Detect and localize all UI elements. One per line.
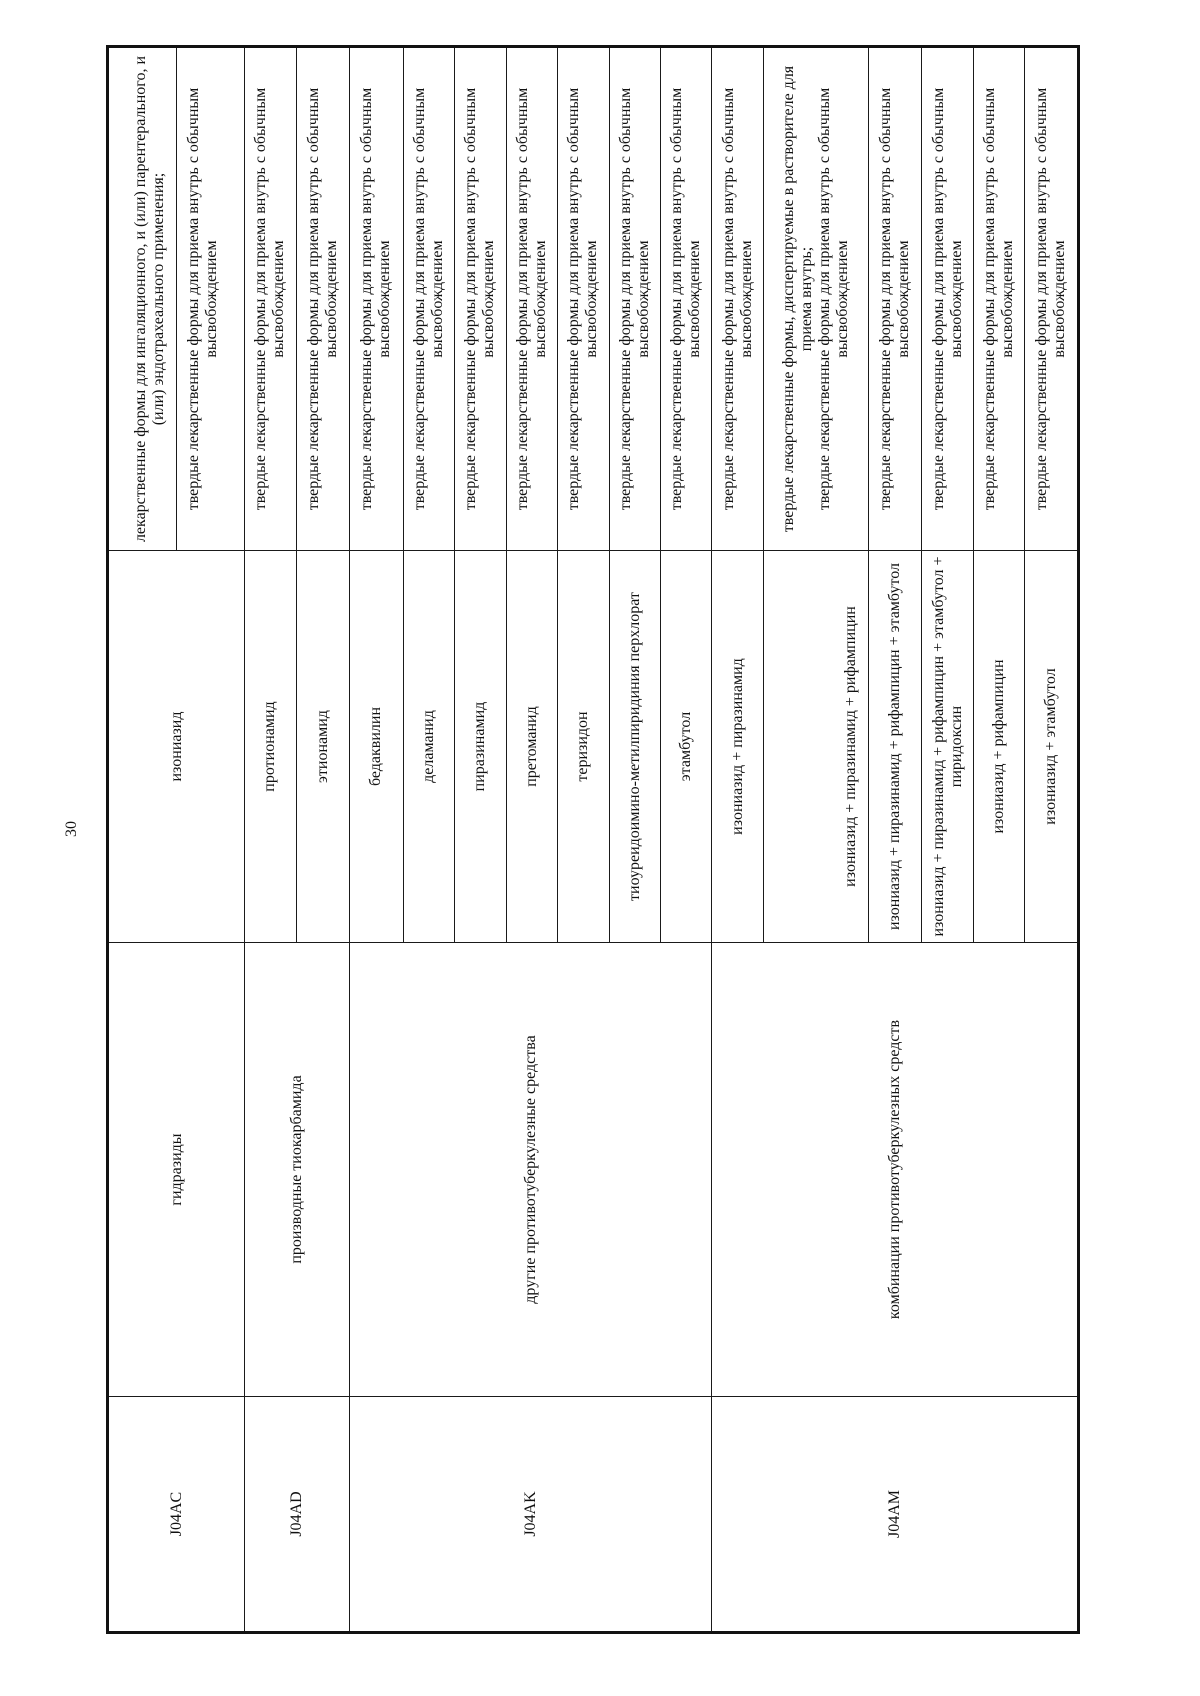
atc-code-cell: J04AC [108, 1397, 245, 1633]
dosage-form-text: твердые лекарственные формы для приема внутрь с обычным высвобождением [815, 87, 851, 511]
dosage-form-cell: твердые лекарственные формы для приема внутрь с обычным высвобождением [245, 47, 296, 551]
substance-cell: бедаквилин [350, 551, 404, 943]
dosage-form-cell: твердые лекарственные формы для приема внутрь с обычным высвобождением [296, 47, 350, 551]
dosage-form-cell: твердые лекарственные формы для приема внутрь с обычным высвобождением [609, 47, 660, 551]
substance-cell: изониазид + рифампицин [973, 551, 1024, 943]
substance-cell: пиразинамид [455, 551, 506, 943]
substance-cell: этионамид [296, 551, 350, 943]
substance-cell: протионамид [245, 551, 296, 943]
substance-cell: изониазид + этамбутол [1025, 551, 1079, 943]
dosage-form-cell: твердые лекарственные формы для приема внутрь с обычным высвобождением [506, 47, 557, 551]
dosage-form-cell: твердые лекарственные формы для приема внутрь с обычным высвобождением [558, 47, 609, 551]
table-row [245, 47, 296, 1633]
dosage-form-cell: твердые лекарственные формы для приема внутрь с обычным высвобождением [868, 47, 922, 551]
atc-group-cell: другие противотуберкулезные средства [350, 943, 712, 1397]
dosage-form-cell: твердые лекарственные формы для приема внутрь с обычным высвобождением [350, 47, 404, 551]
substance-cell: изониазид + пиразинамид + рифампицин + этамбутол + пиридоксин [922, 551, 973, 943]
rotated-page [106, 48, 1080, 1634]
dosage-form-cell: твердые лекарственные формы для приема внутрь с обычным высвобождением [1025, 47, 1079, 551]
substance-cell: изониазид [108, 551, 245, 943]
dosage-form-cell: твердые лекарственные формы для приема внутрь с обычным высвобождением [712, 47, 763, 551]
atc-code-cell: J04AK [350, 1397, 712, 1633]
dosage-form-text: лекарственные формы для ингаляционного, и (или) парентерального, и (или) эндотрахеального применения; [124, 48, 177, 550]
atc-group-cell: производные тиокарбамида [245, 943, 350, 1397]
substance-cell: теризидон [558, 551, 609, 943]
dosage-form-cell: твердые лекарственные формы для приема внутрь с обычным высвобождением [660, 47, 711, 551]
atc-group-cell: комбинации противотуберкулезных средств [712, 943, 1079, 1397]
substance-cell: изониазид + пиразинамид + рифампицин [763, 551, 868, 943]
substance-cell: изониазид + пиразинамид + рифампицин + этамбутол [868, 551, 922, 943]
dosage-form-cell: твердые лекарственные формы для приема внутрь с обычным высвобождением [403, 47, 454, 551]
dosage-form-cell: твердые лекарственные формы для приема внутрь с обычным высвобождением [922, 47, 973, 551]
substance-cell: тиоуреидоимино-метилпиридиния перхлорат [609, 551, 660, 943]
substance-cell: претоманид [506, 551, 557, 943]
substance-cell: этамбутол [660, 551, 711, 943]
dosage-form-cell [763, 47, 868, 551]
drug-table [106, 45, 1080, 1634]
table-row [712, 47, 763, 1633]
table-row [108, 47, 245, 1633]
dosage-form-text: твердые лекарственные формы для приема внутрь с обычным высвобождением [185, 87, 221, 511]
page-number: 30 [63, 821, 80, 837]
dosage-form-text: твердые лекарственные формы, диспергируемые в растворителе для приема внутрь; [779, 65, 815, 533]
substance-cell: изониазид + пиразинамид [712, 551, 763, 943]
substance-cell: деламанид [403, 551, 454, 943]
atc-group-cell: гидразиды [108, 943, 245, 1397]
dosage-form-cell: твердые лекарственные формы для приема внутрь с обычным высвобождением [973, 47, 1024, 551]
table-row [350, 47, 404, 1633]
atc-code-cell: J04AD [245, 1397, 350, 1633]
atc-code-cell: J04AM [712, 1397, 1079, 1633]
dosage-form-cell: твердые лекарственные формы для приема внутрь с обычным высвобождением [455, 47, 506, 551]
dosage-form-cell [108, 47, 245, 551]
